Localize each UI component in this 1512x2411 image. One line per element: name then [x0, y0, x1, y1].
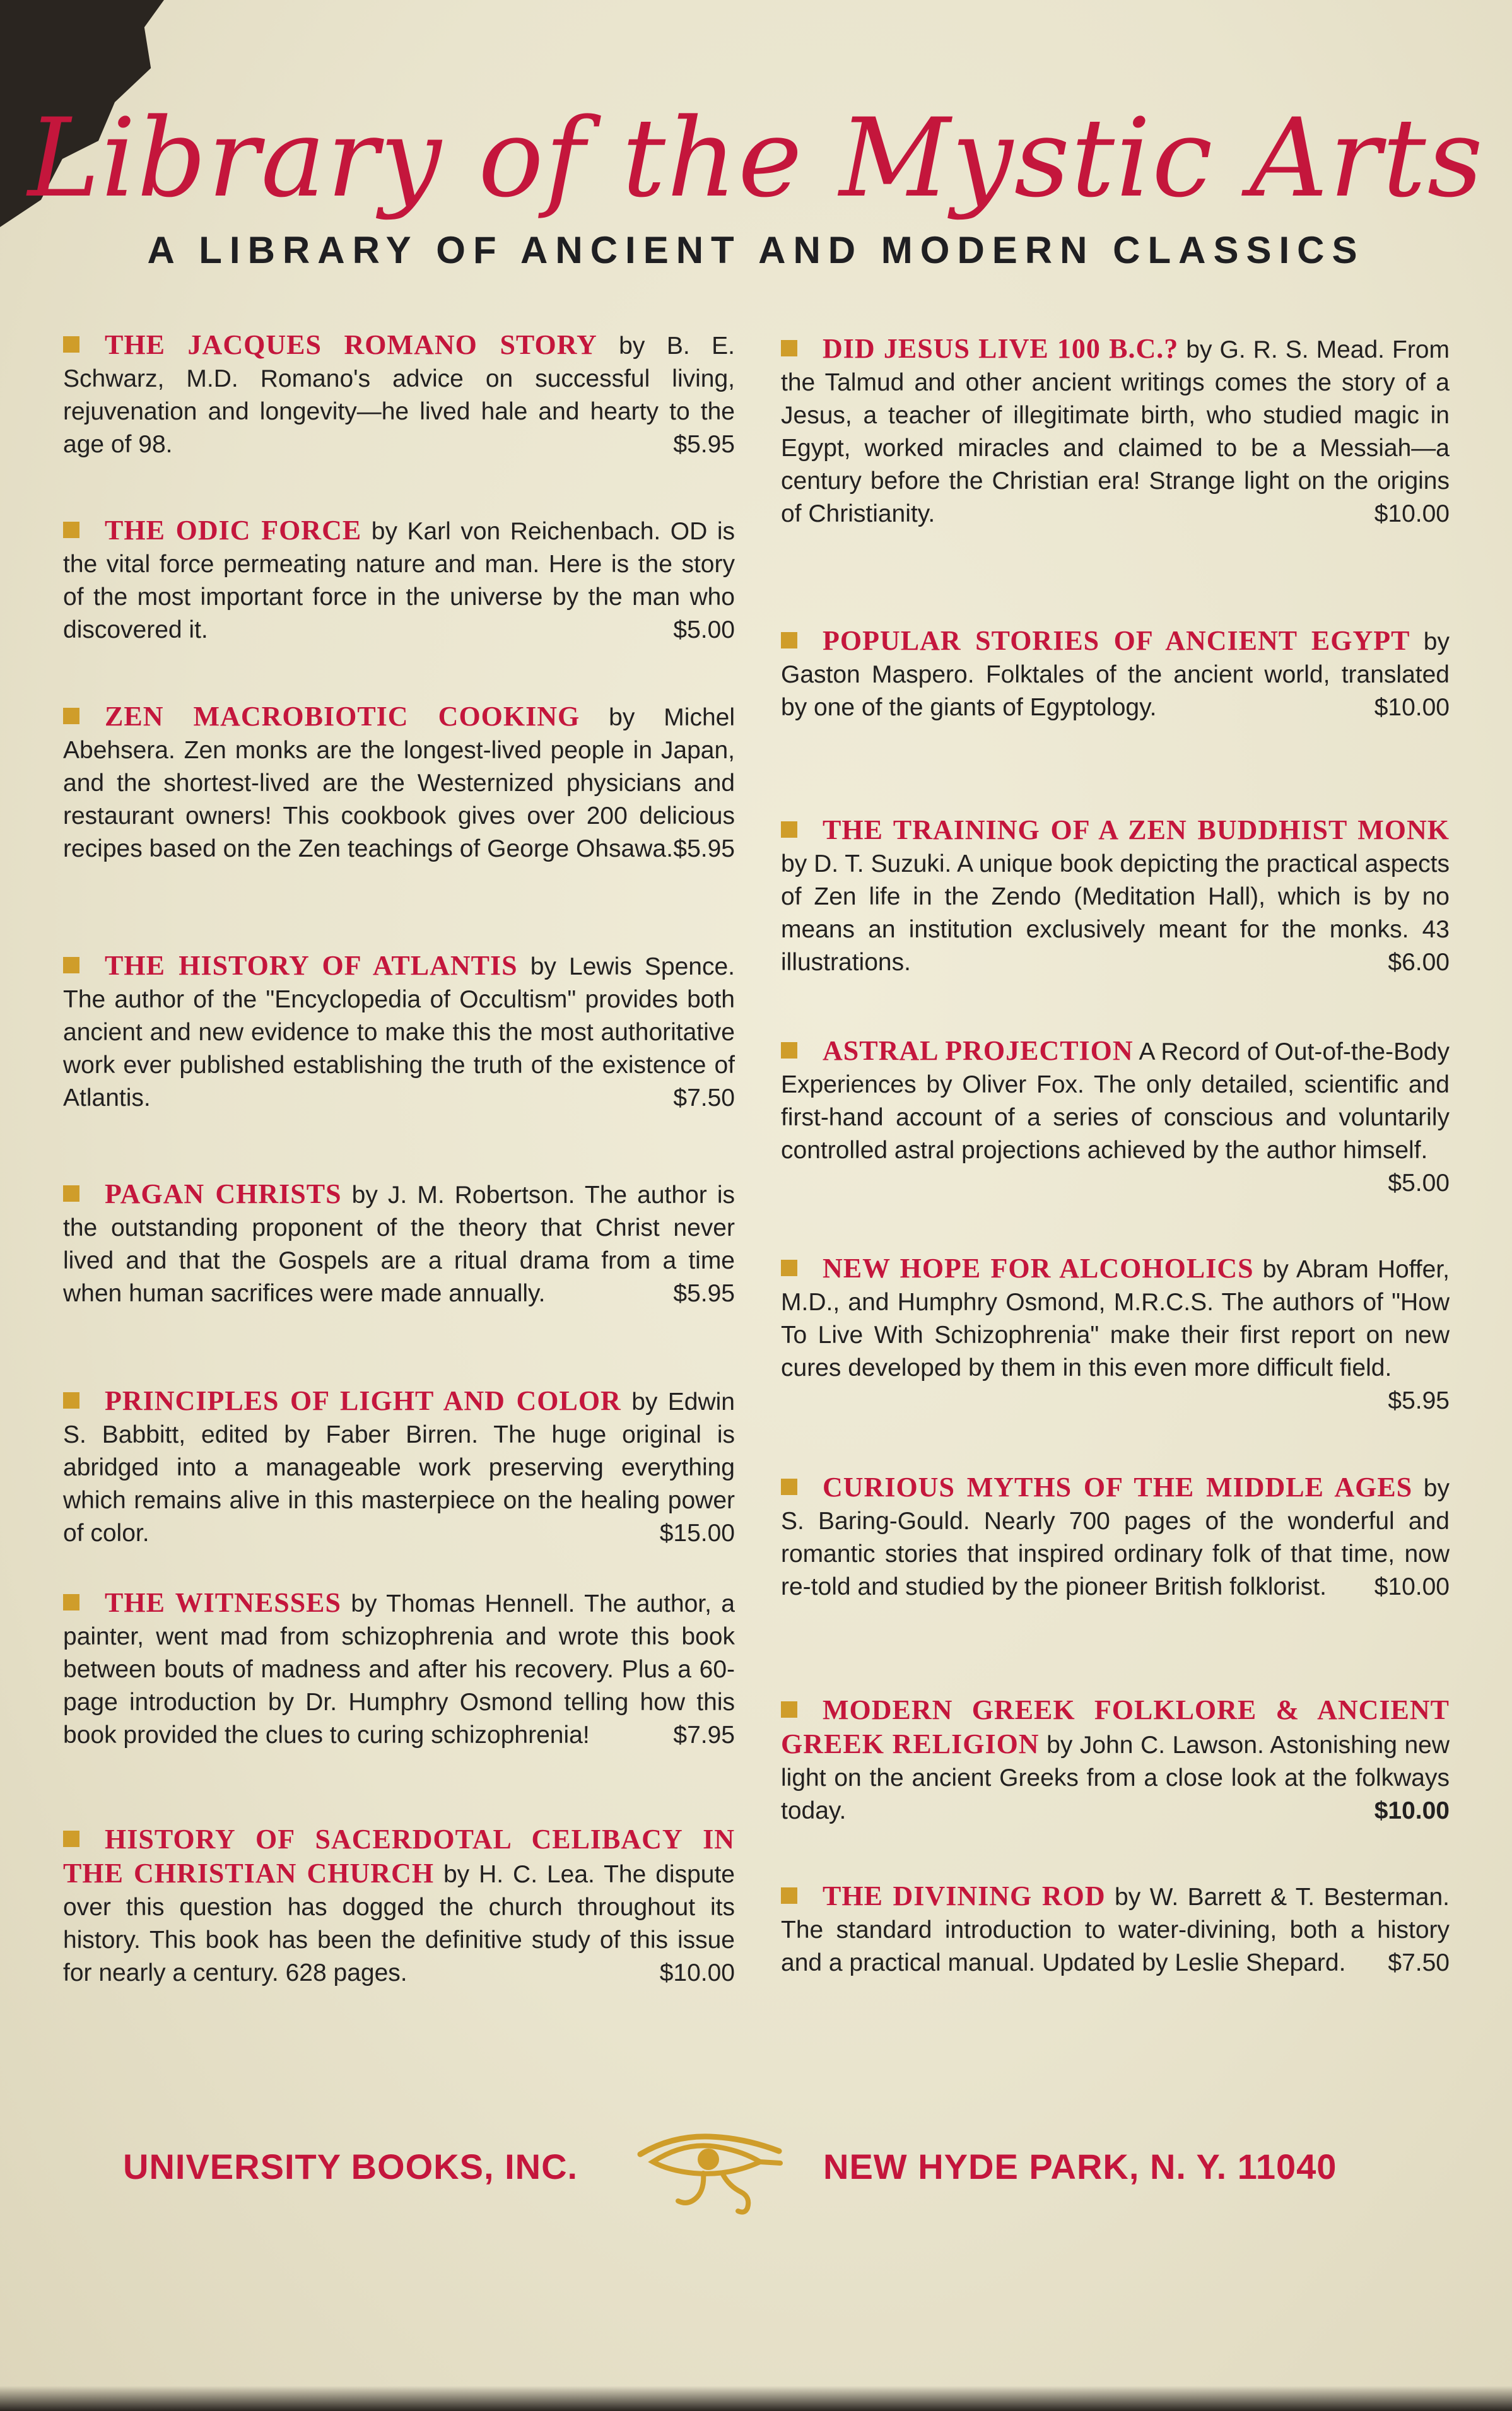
list-item — [63, 329, 735, 461]
book-description: by Gaston Maspero. Folktales of the ancient world, translated by one of the giants of Egyptology. — [781, 628, 1450, 721]
bullet-square-icon — [781, 340, 797, 356]
book-description: by D. T. Suzuki. A unique book depicting the practical aspects of Zen life in the Zendo (Meditation Hall), which is by no means an institution exclusively meant for the monks. 43 illustrations. — [781, 850, 1450, 976]
book-description: by Lewis Spence. The author of the "Encyclopedia of Occultism" provides both ancient and new evidence to make this the most authoritative work ever published establishing the truth of the existence of Atlantis. — [63, 953, 735, 1112]
list-item — [63, 1587, 735, 1752]
book-price: $15.00 — [659, 1520, 735, 1547]
book-title: THE TRAINING OF A ZEN BUDDHIST MONK — [823, 814, 1450, 845]
book-price: $10.00 — [659, 1959, 735, 1986]
book-price: $7.50 — [1388, 1949, 1450, 1976]
bullet-square-icon — [781, 1887, 797, 1904]
book-price: $6.00 — [1388, 949, 1450, 976]
book-title: ZEN MACROBIOTIC COOKING — [105, 701, 580, 732]
list-item — [781, 625, 1450, 724]
bullet-square-icon — [63, 957, 79, 973]
bullet-square-icon — [63, 336, 79, 353]
book-price: $7.95 — [673, 1722, 735, 1749]
list-item — [63, 949, 735, 1115]
list-item — [781, 814, 1450, 979]
eye-of-horus-icon — [634, 2123, 785, 2217]
list-item — [781, 332, 1450, 531]
book-description: by B. E. Schwarz, M.D. Romano's advice on successful living, rejuvenation and longevity—he lived hale and hearty to the age of 98. — [63, 332, 735, 458]
bullet-square-icon — [781, 821, 797, 838]
book-title: THE JACQUES ROMANO STORY — [105, 329, 597, 360]
book-description: by John C. Lawson. Astonishing new light on the ancient Greeks from a close look at the folkways today. — [781, 1732, 1450, 1824]
book-price: $10.00 — [1374, 1797, 1450, 1824]
book-price: $5.95 — [1388, 1387, 1450, 1414]
bullet-square-icon — [63, 1831, 79, 1847]
bullet-square-icon — [781, 1701, 797, 1718]
book-title: THE ODIC FORCE — [105, 515, 362, 546]
bullet-square-icon — [781, 632, 797, 648]
book-price: $10.00 — [1374, 1573, 1450, 1600]
list-item — [781, 1252, 1450, 1417]
list-item — [781, 1694, 1450, 1827]
publisher-name: UNIVERSITY BOOKS, INC. — [123, 2147, 578, 2186]
book-title: NEW HOPE FOR ALCOHOLICS — [823, 1253, 1254, 1284]
list-item — [781, 1880, 1450, 1980]
publisher-address: NEW HYDE PARK, N. Y. 11040 — [823, 2147, 1337, 2186]
book-title: PAGAN CHRISTS — [105, 1178, 342, 1209]
book-description: by Abram Hoffer, M.D., and Humphry Osmond, M.R.C.S. The authors of "How To Live With Schizophrenia" make their first report on new cures developed by them in this even more difficult field. — [781, 1256, 1450, 1381]
book-title: THE WITNESSES — [105, 1587, 341, 1618]
book-description: by Karl von Reichenbach. OD is the vital force permeating nature and man. Here is the story of the most important force in the universe by the man who discovered it. — [63, 518, 735, 643]
book-title: HISTORY OF SACERDOTAL CELIBACY IN THE CHRISTIAN CHURCH — [63, 1824, 735, 1889]
book-title: POPULAR STORIES OF ANCIENT EGYPT — [823, 625, 1410, 656]
book-title: THE DIVINING ROD — [823, 1880, 1106, 1911]
cover-edge — [0, 2386, 1512, 2411]
book-description: by Edwin S. Babbitt, edited by Faber Birren. The huge original is abridged into a manageable work preserving everything which remains alive in this masterpiece on the healing power of color. — [63, 1388, 735, 1547]
bullet-square-icon — [63, 1594, 79, 1610]
book-price: $5.00 — [1388, 1170, 1450, 1197]
book-title: PRINCIPLES OF LIGHT AND COLOR — [105, 1385, 621, 1416]
list-item — [63, 1178, 735, 1310]
book-title: ASTRAL PROJECTION — [823, 1035, 1134, 1066]
book-price: $5.00 — [673, 616, 735, 643]
bullet-square-icon — [63, 708, 79, 724]
book-price: $5.95 — [673, 835, 735, 862]
list-item — [781, 1471, 1450, 1604]
book-price: $10.00 — [1374, 500, 1450, 527]
list-item — [63, 514, 735, 647]
book-price: $7.50 — [673, 1084, 735, 1112]
book-description: by Thomas Hennell. The author, a painter, went mad from schizophrenia and wrote this book between bouts of madness and after his recovery. Plus a 60-page introduction by Dr. Humphry Osmond telling how this book provided the clues to curing schizophrenia! — [63, 1590, 735, 1749]
book-description: by W. Barrett & T. Besterman. The standard introduction to water-divining, both a history and a practical manual. Updated by Leslie Shepard. — [781, 1884, 1450, 1976]
book-description: by J. M. Robertson. The author is the outstanding proponent of the theory that Christ never lived and that the Gospels are a ritual drama from a time when human sacrifices were made annually. — [63, 1182, 735, 1307]
list-item — [781, 1035, 1450, 1200]
book-description: by S. Baring-Gould. Nearly 700 pages of the wonderful and romantic stories that inspired ordinary folk of that time, now re-told and studied by the pioneer British folklorist. — [781, 1475, 1450, 1600]
list-item — [63, 1385, 735, 1550]
book-description: A Record of Out-of-the-Body Experiences by Oliver Fox. The only detailed, scientific and first-hand account of a series of conscious and voluntarily controlled astral projections achieved by the author himself. — [781, 1038, 1450, 1164]
book-title: DID JESUS LIVE 100 B.C.? — [823, 333, 1179, 364]
page-subtitle: A LIBRARY OF ANCIENT AND MODERN CLASSICS — [147, 229, 1365, 271]
book-description: by Michel Abehsera. Zen monks are the longest-lived people in Japan, and the shortest-lived are the Westernized physicians and restaurant owners! This cookbook gives over 200 delicious recipes based on the Zen teachings of George Ohsawa. — [63, 704, 735, 862]
list-item — [63, 700, 735, 865]
book-price: $10.00 — [1374, 694, 1450, 721]
book-title: CURIOUS MYTHS OF THE MIDDLE AGES — [823, 1472, 1413, 1503]
book-title: MODERN GREEK FOLKLORE & ANCIENT GREEK RELIGION — [781, 1694, 1450, 1759]
book-description: by H. C. Lea. The dispute over this question has dogged the church throughout its history. This book has been the definitive study of this issue for nearly a century. 628 pages. — [63, 1861, 735, 1986]
bullet-square-icon — [63, 1392, 79, 1409]
page-title: Library of the Mystic Arts — [28, 95, 1484, 221]
bullet-square-icon — [781, 1042, 797, 1059]
book-description: by G. R. S. Mead. From the Talmud and other ancient writings comes the story of a Jesus, a teacher of illegitimate birth, who studied magic in Egypt, worked miracles and claimed to be a Messiah—a century before the Christian era! Strange light on the origins of Christianity. — [781, 336, 1450, 527]
book-title: THE HISTORY OF ATLANTIS — [105, 950, 518, 981]
bullet-square-icon — [781, 1260, 797, 1276]
book-price: $5.95 — [673, 1280, 735, 1307]
bullet-square-icon — [63, 1185, 79, 1202]
book-price: $5.95 — [673, 431, 735, 458]
list-item — [63, 1823, 735, 1990]
bullet-square-icon — [781, 1479, 797, 1495]
bullet-square-icon — [63, 522, 79, 538]
